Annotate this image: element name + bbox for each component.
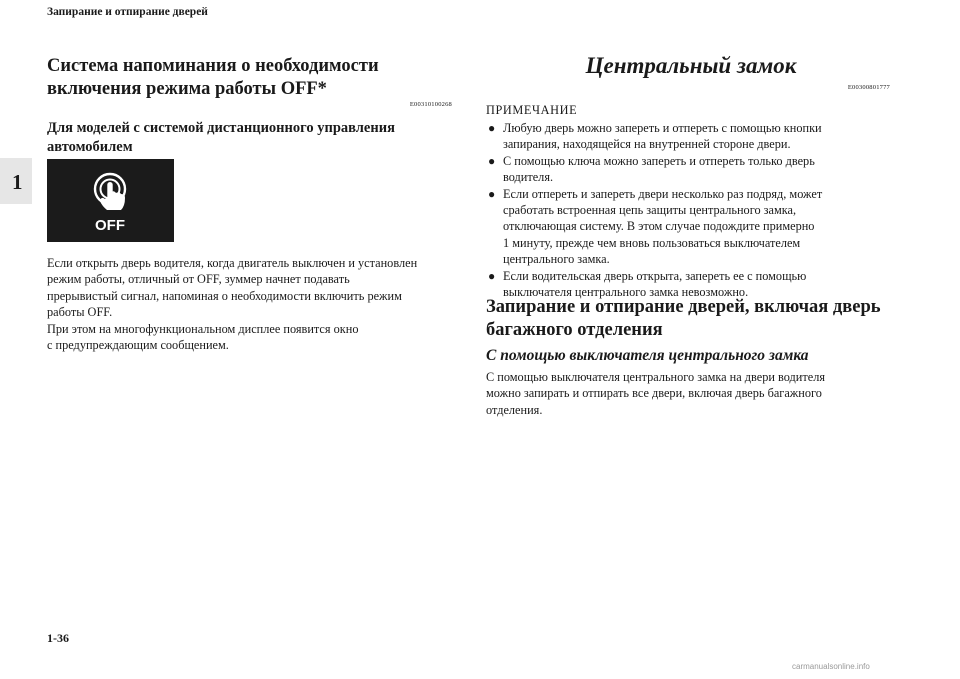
text-line: Любую дверь можно запереть и отпереть с помощью кнопки bbox=[503, 121, 822, 135]
section-title-line: багажного отделения bbox=[486, 320, 663, 340]
section-code: E00310100268 bbox=[409, 101, 452, 108]
running-head: Запирание и отпирание дверей bbox=[47, 6, 208, 18]
text-line: центрального замка. bbox=[503, 252, 610, 267]
text-line: Если водительская дверь открыта, запереть ее с помощью bbox=[503, 268, 807, 283]
text-line: отделения. bbox=[486, 402, 543, 417]
section-title-line: Система напоминания о необходимости bbox=[47, 56, 379, 76]
watermark: carmanualsonline.info bbox=[792, 662, 870, 671]
section-code: E00300801777 bbox=[847, 84, 890, 91]
note-item bbox=[486, 186, 886, 268]
subtitle-line: автомобилем bbox=[47, 139, 133, 155]
subtitle-line: Для моделей с системой дистанционного управления bbox=[47, 120, 395, 136]
note-list bbox=[486, 120, 886, 300]
reminder-paragraph bbox=[47, 255, 457, 353]
text-line: прерывистый сигнал, напоминая о необходимости включить режим bbox=[47, 288, 402, 303]
note-heading: ПРИМЕЧАНИЕ bbox=[486, 103, 578, 117]
text-line: отключающая систему. В этом случае подождите примерно bbox=[503, 219, 815, 234]
text-line: можно запирать и отпирать все двери, включая дверь багажного bbox=[486, 386, 822, 401]
text-line: режим работы, отличный от OFF, зуммер начнет подавать bbox=[47, 272, 350, 287]
finger-press-icon bbox=[47, 159, 174, 242]
text-line: Если открыть дверь водителя, когда двигатель выключен и установлен bbox=[47, 256, 418, 270]
text-line: С помощью ключа можно запереть и отпереть только дверь bbox=[503, 153, 815, 168]
off-icon-label: OFF bbox=[95, 217, 125, 234]
chapter-number: 1 bbox=[12, 170, 23, 194]
text-line: выключателя центрального замка невозможно. bbox=[503, 285, 749, 300]
central-lock-title: Центральный замок bbox=[585, 53, 797, 78]
text-line: запирания, находящейся на внутренней стороне двери. bbox=[503, 137, 791, 152]
section-title-line: Запирание и отпирание дверей, включая дверь bbox=[486, 297, 881, 317]
text-line: сработать встроенная цепь защиты центрального замка, bbox=[503, 203, 797, 218]
subtitle-remote-models bbox=[47, 119, 447, 157]
page-number: 1-36 bbox=[47, 631, 69, 645]
note-item bbox=[486, 153, 886, 186]
section-title-line: включения режима работы OFF* bbox=[47, 79, 327, 99]
off-reminder-icon bbox=[47, 159, 174, 242]
locking-paragraph bbox=[486, 369, 886, 418]
section-title-reminder bbox=[47, 55, 467, 101]
text-line: 1 минуту, прежде чем вновь пользоваться выключателем bbox=[503, 235, 801, 250]
bullet-icon: ● bbox=[488, 186, 496, 201]
section-title-locking bbox=[486, 296, 896, 342]
bullet-icon: ● bbox=[488, 121, 496, 135]
subsection-title: С помощью выключателя центрального замка bbox=[486, 347, 809, 364]
text-line: с предупреждающим сообщением. bbox=[47, 338, 229, 353]
text-line: Если отпереть и запереть двери несколько раз подряд, может bbox=[503, 186, 823, 201]
bullet-icon: ● bbox=[488, 153, 496, 168]
text-line: водителя. bbox=[503, 170, 554, 185]
text-line: При этом на многофункциональном дисплее появится окно bbox=[47, 321, 359, 336]
text-line: С помощью выключателя центрального замка на двери водителя bbox=[486, 370, 826, 384]
note-item bbox=[486, 120, 886, 153]
text-line: работы OFF. bbox=[47, 305, 113, 320]
bullet-icon: ● bbox=[488, 268, 496, 283]
